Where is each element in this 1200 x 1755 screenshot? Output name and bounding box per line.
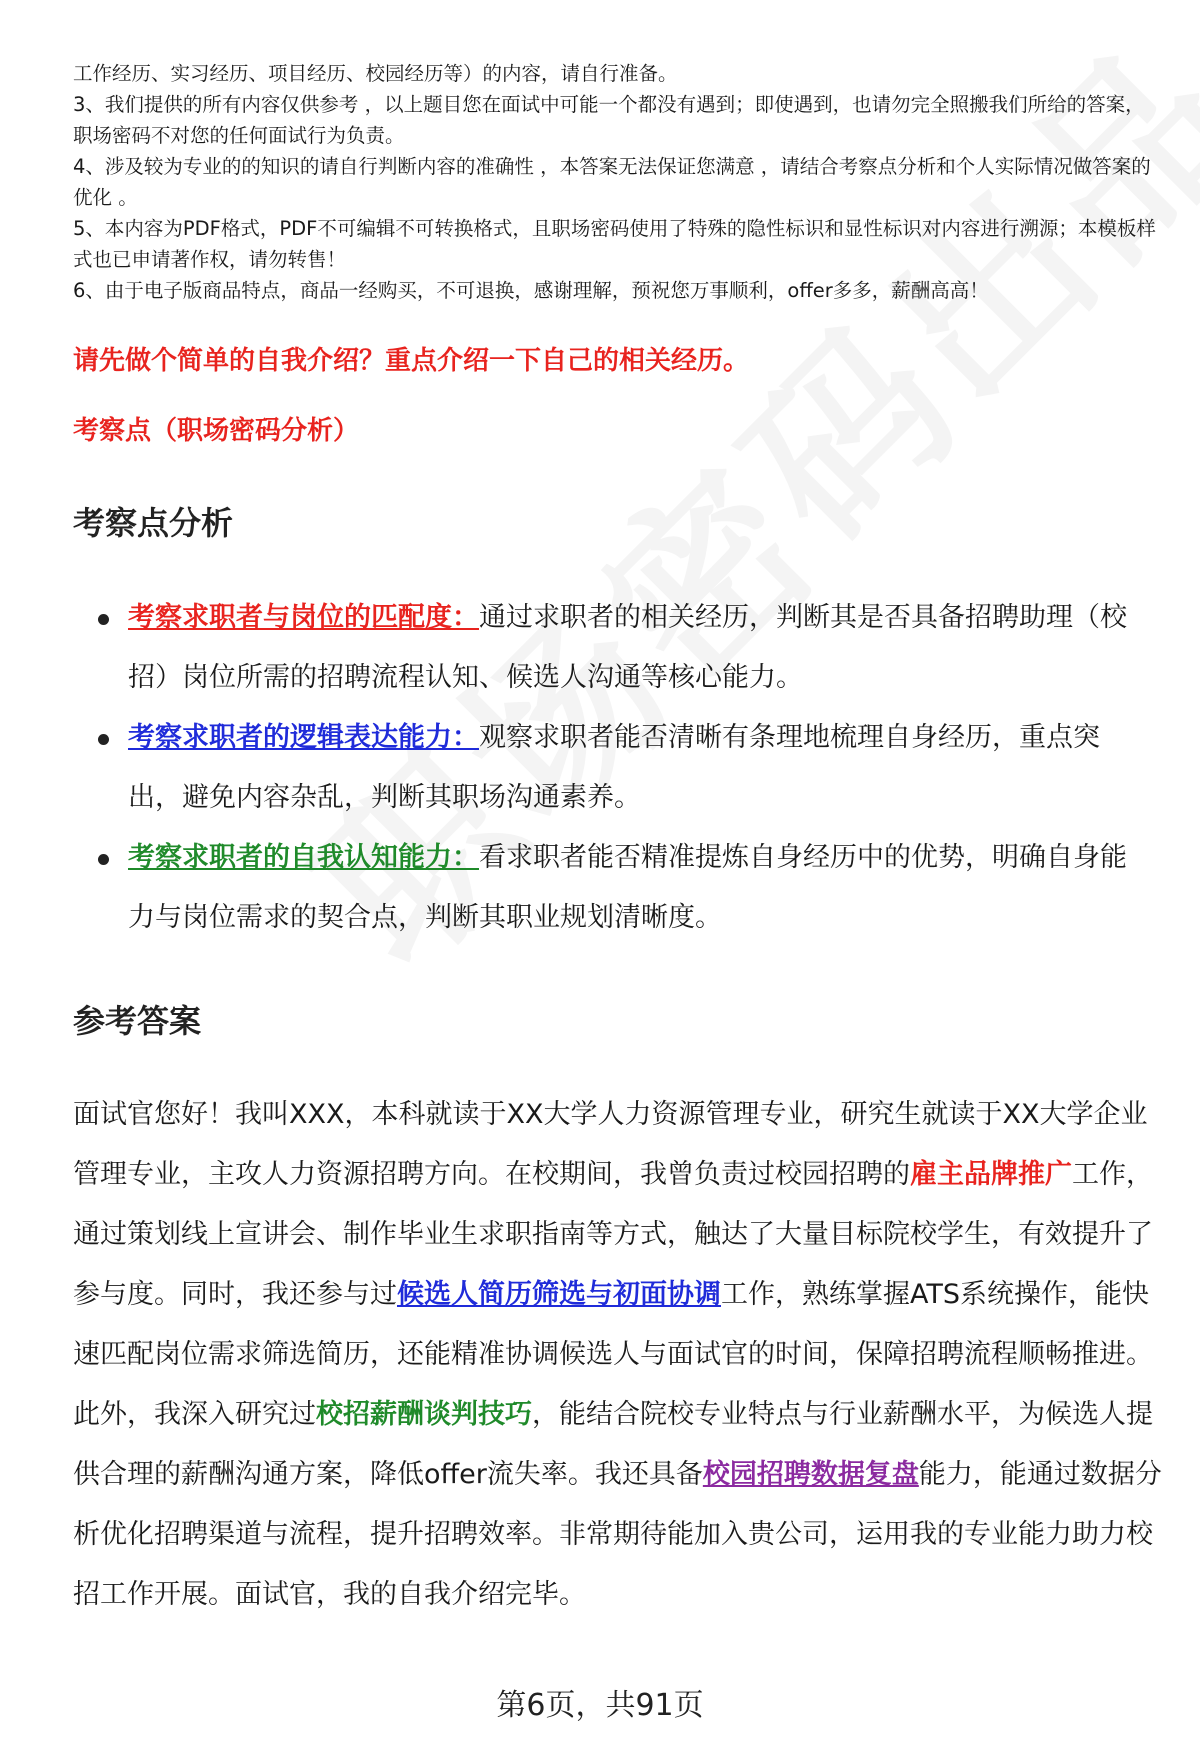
point-label: 考察求职者的自我认知能力：	[128, 842, 479, 873]
answer-text: ，能结合院校专业特点与行业薪酬水平，为候选人提供合理的薪酬沟通方案，降低offer流失率。我还具备	[73, 1399, 1153, 1490]
answer-text: 能力，能通过数据分析优化招聘渠道与流程，提升招聘效率。非常期待能加入贵公司，运用我的专业能力助力校招工作开展。面试官，我的自我介绍完毕。	[73, 1459, 1162, 1610]
point-text: 通过求职者的相关经历，判断其是否具备招聘助理（校招）岗位所需的招聘流程认知、候选人沟通等核心能力。	[128, 602, 1127, 693]
note-line: 5、本内容为PDF格式，PDF不可编辑不可转换格式，且职场密码使用了特殊的隐性标识和显性标识对内容进行溯源；本模板样式也已申请著作权，请勿转售！	[73, 217, 1156, 271]
list-item	[98, 588, 1150, 708]
list-item	[98, 828, 1150, 948]
question-heading: 请先做个简单的自我介绍？重点介绍一下自己的相关经历。	[73, 346, 750, 376]
page-number: 第6页，共91页	[496, 1688, 704, 1723]
answer-text: 面试官您好！我叫XXX，本科就读于XX大学人力资源管理专业，研究生就读于XX大学企业管理专业，主攻人力资源招聘方向。在校期间，我曾负责过校园招聘的	[73, 1099, 1148, 1190]
highlight-green: 校招薪酬谈判技巧	[316, 1399, 532, 1430]
note-line: 6、由于电子版商品特点，商品一经购买，不可退换，感谢理解，预祝您万事顺利，offer多多，薪酬高高！	[73, 279, 989, 302]
analysis-heading: 考察点分析	[73, 504, 234, 542]
note-line: 3、我们提供的所有内容仅供参考 ，以上题目您在面试中可能一个都没有遇到；即使遇到，也请勿完全照搬我们所给的答案，职场密码不对您的任何面试行为负责。	[73, 93, 1145, 147]
answer-text: 工作，通过策划线上宣讲会、制作毕业生求职指南等方式，触达了大量目标院校学生，有效提升了参与度。同时，我还参与过	[73, 1159, 1153, 1310]
note-line: 4、涉及较为专业的的知识的请自行判断内容的准确性 ，本答案无法保证您满意 ，请结合考察点分析和个人实际情况做答案的优化 。	[73, 155, 1151, 209]
note-line: 工作经历、实习经历、项目经历、校园经历等）的内容，请自行准备。	[73, 62, 678, 85]
point-text: 看求职者能否精准提炼自身经历中的优势，明确自身能力与岗位需求的契合点，判断其职业规划清晰度。	[128, 842, 1127, 933]
bullet-icon	[98, 614, 109, 625]
point-text: 观察求职者能否清晰有条理地梳理自身经历，重点突出，避免内容杂乱，判断其职场沟通素养。	[128, 722, 1100, 813]
analysis-subheading: 考察点（职场密码分析）	[73, 416, 360, 446]
analysis-list	[98, 588, 1150, 948]
list-item	[98, 708, 1150, 828]
highlight-blue: 候选人简历筛选与初面协调	[397, 1279, 721, 1310]
bullet-icon	[98, 734, 109, 745]
answer-text: 工作，熟练掌握ATS系统操作，能快速匹配岗位需求筛选简历，还能精准协调候选人与面试官的时间，保障招聘流程顺畅推进。此外，我深入研究过	[73, 1279, 1153, 1430]
bullet-icon	[98, 854, 109, 865]
point-label: 考察求职者与岗位的匹配度：	[128, 602, 479, 633]
answer-paragraph	[73, 1085, 1163, 1625]
answer-heading: 参考答案	[73, 1002, 202, 1040]
highlight-red: 雇主品牌推广	[910, 1159, 1072, 1190]
notes-section	[73, 58, 1163, 306]
point-label: 考察求职者的逻辑表达能力：	[128, 722, 479, 753]
highlight-purple: 校园招聘数据复盘	[702, 1459, 919, 1490]
